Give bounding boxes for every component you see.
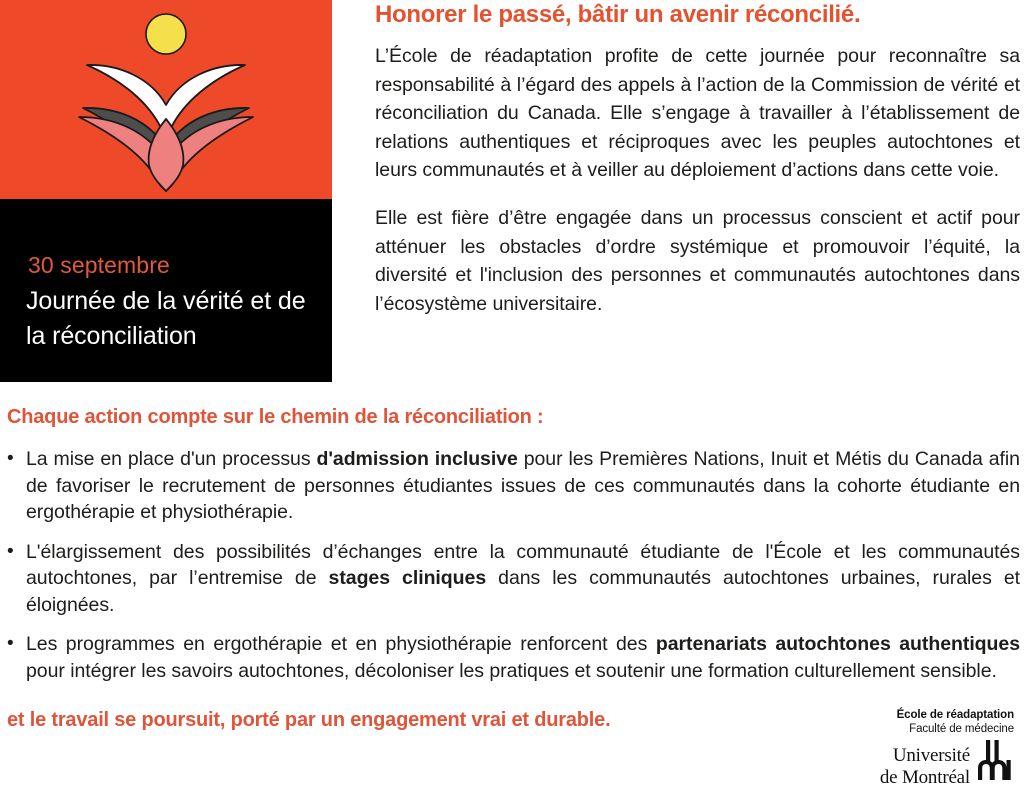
bullet-text-after: pour intégrer les savoirs autochtones, décoloniser les pratiques et soutenir une formation culturellement sensible. (26, 659, 997, 682)
brand-university-line-2: de Montréal (879, 767, 970, 788)
bullet-text-emphasis: stages cliniques (328, 567, 487, 589)
bullet-text-before: Les programmes en ergothérapie et en physiothérapie renforcent des (26, 633, 656, 655)
bullet-text-emphasis: d'admission inclusive (316, 448, 518, 470)
emblem-pink-flower-icon (71, 111, 261, 193)
actions-heading: Chaque action compte sur le chemin de la réconciliation : (7, 406, 544, 428)
bullet-text-after: pour les Premières Nations, Inuit et Métis du Canada afin de favoriser le recrutement de personnes étudiantes issues de ces communautés dans la cohorte étudiante en ergothérapie et physiothérapie. (26, 448, 1020, 523)
brand-faculty-block (840, 708, 1016, 736)
actions-list (0, 446, 1024, 684)
actions-section (0, 404, 1024, 684)
bullet-text-before: La mise en place d'un processus (26, 448, 317, 470)
emblem-pink-petal-icon (149, 119, 184, 191)
brand-lockup (840, 708, 1016, 788)
emblem-art-panel (0, 0, 332, 199)
date-caption-panel (0, 199, 332, 382)
intro-column (375, 0, 1020, 318)
intro-paragraph-1: L’École de réadaptation profite de cette journée pour reconnaître sa responsabilité à l’égard des appels à l’action de la Commission de vérité et réconciliation du Canada. Elle s’engage à travailler à l’établissement de relations authentiques et réciproques avec les peuples autochtones et leurs communautés et à veiller au déploiement d’actions dans cette voie. (375, 45, 1020, 182)
brand-faculty-name: Faculté de médecine (909, 723, 1014, 735)
bullet-text-before: L'élargissement des possibilités d’échanges entre la communauté étudiante de l'École et les communautés autochtones, par l’entremise de (26, 540, 1020, 589)
bullet-text-after: dans les communautés autochtones urbaines, rurales et éloignées. (26, 567, 1020, 616)
intro-paragraph-2: Elle est fière d’être engagée dans un processus conscient et actif pour atténuer les obstacles d’ordre systémique et promouvoir l’équité, la diversité et l'inclusion des personnes et communautés autochtones dans l’écosystème universitaire. (375, 206, 1020, 315)
brand-university-wordmark (880, 738, 970, 789)
brand-school-name: École de réadaptation (896, 709, 1014, 721)
observance-date: 30 septembre (28, 252, 170, 278)
bullet-text-emphasis: partenariats autochtones authentiques (655, 633, 1020, 655)
list-item (0, 539, 1024, 619)
list-item (0, 446, 1024, 526)
page-headline: Honorer le passé, bâtir un avenir réconcilié. (375, 1, 861, 28)
emblem-sun-icon (146, 14, 186, 54)
date-card (0, 0, 332, 382)
observance-title: Journée de la vérité et de la réconciliation (26, 287, 306, 350)
brand-university-line-1: Université (892, 745, 970, 766)
top-section (0, 0, 1024, 392)
list-item (0, 631, 1024, 684)
udem-mark-icon (976, 740, 1014, 780)
closing-statement: et le travail se poursuit, porté par un engagement vrai et durable. (7, 709, 611, 731)
brand-university-block (880, 738, 1014, 789)
